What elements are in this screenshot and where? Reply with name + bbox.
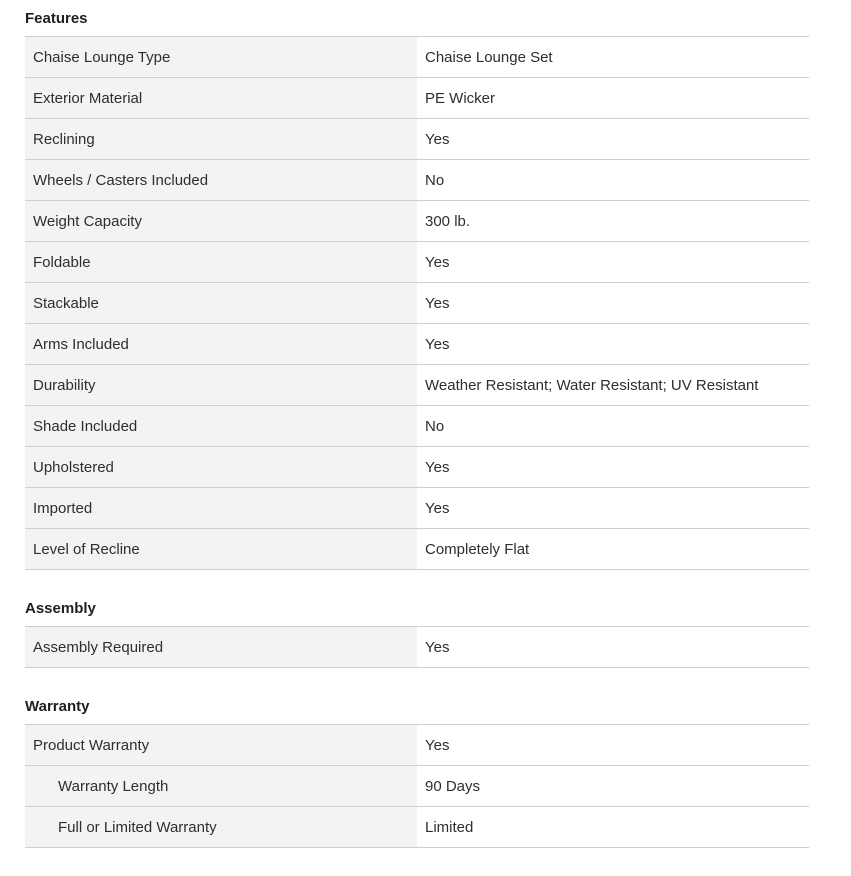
spec-label: Imported xyxy=(25,488,417,529)
spec-row-full-or-limited-warranty xyxy=(25,807,809,848)
spec-label: Exterior Material xyxy=(25,78,417,119)
spec-value: Weather Resistant; Water Resistant; UV Resistant xyxy=(417,365,809,406)
spec-row-upholstered xyxy=(25,447,809,488)
spec-value: PE Wicker xyxy=(417,78,809,119)
spec-row-warranty-length xyxy=(25,766,809,807)
spec-value: Chaise Lounge Set xyxy=(417,37,809,78)
spec-label: Stackable xyxy=(25,283,417,324)
spec-label: Weight Capacity xyxy=(25,201,417,242)
spec-row-weight-capacity xyxy=(25,201,809,242)
spec-row-stackable xyxy=(25,283,809,324)
spec-row-level-of-recline xyxy=(25,529,809,570)
spec-label: Level of Recline xyxy=(25,529,417,570)
spec-value: Completely Flat xyxy=(417,529,809,570)
spec-row-assembly-required xyxy=(25,627,809,668)
spec-row-imported xyxy=(25,488,809,529)
spec-value: Yes xyxy=(417,447,809,488)
spec-value: Yes xyxy=(417,627,809,668)
spec-label: Foldable xyxy=(25,242,417,283)
spec-label: Durability xyxy=(25,365,417,406)
spec-label: Warranty Length xyxy=(25,766,417,807)
section-title-features: Features xyxy=(25,0,809,37)
assembly-section xyxy=(25,590,809,668)
spec-row-reclining xyxy=(25,119,809,160)
spec-label: Product Warranty xyxy=(25,725,417,766)
spec-value: Yes xyxy=(417,488,809,529)
spec-label: Shade Included xyxy=(25,406,417,447)
features-table xyxy=(25,37,809,570)
spec-value: No xyxy=(417,406,809,447)
spec-row-exterior-material xyxy=(25,78,809,119)
warranty-table xyxy=(25,725,809,848)
spec-label: Full or Limited Warranty xyxy=(25,807,417,848)
spec-label: Wheels / Casters Included xyxy=(25,160,417,201)
spec-row-durability xyxy=(25,365,809,406)
spec-value: Yes xyxy=(417,242,809,283)
features-section xyxy=(25,0,809,570)
spec-value: 300 lb. xyxy=(417,201,809,242)
spec-value: Yes xyxy=(417,324,809,365)
spec-value: 90 Days xyxy=(417,766,809,807)
spec-label: Reclining xyxy=(25,119,417,160)
spec-row-product-warranty xyxy=(25,725,809,766)
section-title-assembly: Assembly xyxy=(25,590,809,627)
warranty-section xyxy=(25,688,809,848)
spec-label: Chaise Lounge Type xyxy=(25,37,417,78)
spec-value: Yes xyxy=(417,283,809,324)
spec-row-wheels-casters xyxy=(25,160,809,201)
spec-value: No xyxy=(417,160,809,201)
spec-label: Assembly Required xyxy=(25,627,417,668)
spec-row-foldable xyxy=(25,242,809,283)
spec-row-shade-included xyxy=(25,406,809,447)
specifications-panel xyxy=(25,0,809,848)
section-title-warranty: Warranty xyxy=(25,688,809,725)
spec-value: Limited xyxy=(417,807,809,848)
spec-row-chaise-lounge-type xyxy=(25,37,809,78)
assembly-table xyxy=(25,627,809,668)
spec-row-arms-included xyxy=(25,324,809,365)
spec-label: Arms Included xyxy=(25,324,417,365)
spec-value: Yes xyxy=(417,725,809,766)
spec-label: Upholstered xyxy=(25,447,417,488)
spec-value: Yes xyxy=(417,119,809,160)
